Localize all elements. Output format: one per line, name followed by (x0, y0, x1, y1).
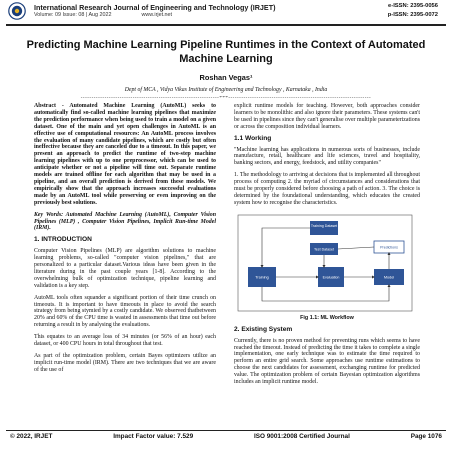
working-heading: 1.1 Working (234, 134, 272, 142)
svg-text:Test Dataset: Test Dataset (314, 247, 334, 252)
section-separator: ----------------------------------------------------------------***------------------------------------------------------------------ (80, 96, 372, 101)
model-node (374, 269, 404, 285)
working-paragraph-1: "Machine learning has applications in numerous sorts of businesses, include manufacture, retail, healthcare and life sciences, travel and hospitality, banking sectors, and energy, feedstock, and utility companies" (234, 146, 420, 167)
right-paragraph-1: explicit runtime models for teaching. However, both approaches consider learners to be monolithic and also ignore their parameters. These systems can't be used in pipelines since they can't generalise over multiple parameterizations or across the composition individual learners. (234, 103, 420, 130)
e-issn: e-ISSN: 2395-0056 (388, 3, 438, 9)
journal-name: International Research Journal of Engineering and Technology (IRJET) (34, 3, 276, 12)
keywords-label: Key Words (34, 211, 62, 218)
iso-certification: ISO 9001:2008 Certified Journal (253, 433, 350, 440)
intro-paragraph-3: This equates to an average loss of 34 minutes (or 56% of an hour) each dataset, or 400 CPU hours in total throughout that test. (34, 334, 216, 348)
working-paragraph-2: 1. The methodology to arriving at decisions that is implemented all throughout process of computing 2. the myriad of circumstances and considerations that must be properly considered before choosing a path of action. 3. The choice is determined by the foundational understanding, which educates the created system how to recognise the characteristics. (234, 172, 420, 206)
paper-author: Roshan Vegas¹ (199, 73, 253, 82)
journal-website: www.irjet.net (141, 12, 173, 18)
training-node (248, 267, 276, 287)
test-dataset-node (310, 243, 338, 255)
journal-volume: Volume: 09 Issue: 08 | Aug 2022 www.irjet.net (34, 12, 173, 18)
ml-workflow-diagram (234, 213, 416, 313)
abstract (34, 103, 216, 207)
predictions-node (374, 241, 404, 253)
p-issn: p-ISSN: 2395-0072 (387, 12, 438, 18)
svg-text:Predictions: Predictions (380, 245, 398, 250)
impact-factor: Impact Factor value: 7.529 (113, 433, 194, 440)
svg-text:Training Dataset: Training Dataset (310, 223, 338, 228)
keywords-text: : Automated Machine Learning (AutoML), Computer Vision Pipelines (MLP) , Computer Vision Pipelines, Implicit Run-time Model (IRM). (34, 211, 217, 232)
copyright: © 2022, IRJET (10, 433, 53, 440)
paper-title: Predicting Machine Learning Pipeline Runtimes in the Context of Automated Machine Learning (26, 39, 426, 65)
svg-text:Training: Training (255, 275, 269, 280)
intro-paragraph-4: As part of the optimization problem, certain Bayes optimizers utilize an implicit run-time model (IRM). There are two techniques that we are aware of the use of (34, 353, 216, 373)
footer-divider (6, 430, 446, 431)
abstract-text: - Automated Machine Learning (AutoML) seeks to automatically find so-called machine learning pipelines that maximize the prediction performance when being used to train a model on a given dataset. One of the main and yet open challenges in AutoML is an effective use of computational resources: An AutoML process involves the evaluation of many candidate pipelines, which are costly but often ineffective because they are canceled due to a timeout. In this paper, we present an approach to predict the runtime of two-step machine learning pipelines with up to one preprocessor, which can be used to anticipate whether or not a pipeline will time out. Separate runtime models are trained offline for each algorithm that may be used in a pipeline, and an overall prediction is derived from these models. We empirically show that the approach increases successful evaluations made by an AutoML tool while preserving or even improving on the previously best solutions. (34, 103, 216, 206)
abstract-label: Abstract (34, 103, 56, 109)
right-column (234, 103, 420, 391)
ml-workflow-figure (234, 213, 416, 313)
introduction-heading: 1. INTRODUCTION (34, 236, 92, 244)
author-affiliation: Dept of MCA , Vidya Vikas Institute of Engineering and Technology , Karnataka , India (124, 87, 328, 93)
svg-text:Evaluation: Evaluation (322, 275, 340, 280)
header-divider (6, 24, 446, 26)
journal-header (0, 0, 452, 24)
training-dataset-node (310, 221, 338, 235)
existing-system-paragraph: Currently, there is no proven method for preventing runs which seems to have reached the timeout. Instead of predicting the time it takes to complete a single implementation, one early technique was to estimate the time required to perform an entire grid search. Some approaches use runtime estimations to choose the next candidates for assessment, exchanging runtime for predicted value. The optimization problem of certain Bayesian optimization algorithms includes an implicit runtime model. (234, 337, 420, 386)
evaluation-node (318, 267, 344, 287)
svg-text:Model: Model (383, 275, 395, 280)
intro-paragraph-1: Computer Vision Pipelines (MLP) are algorithm solutions to machine learning problems, so-called "computer vision pipelines," that are personalized to a particular dataset.Various ideas have been given in the literature during in the past couple years [1-8]. According to the overwhelming bulk of optimization technique, pipeline learning and validation is a key step. (34, 248, 216, 289)
irjet-logo (8, 2, 26, 20)
figure-caption: Fig 1.1: ML Workflow (300, 314, 354, 321)
page-number: Page 1076 (410, 433, 442, 440)
journal-footer (10, 433, 442, 440)
intro-paragraph-2: AutoML tools often squander a significant portion of their time crunch on timeouts. It is important to have timeouts in place to avoid the search strategy from being stymied by a costly candidate. We observed thatbetween 20% and 60% of the CPU time is wasted in assessments that time out before returning a result in by analysing the evaluations. (34, 294, 216, 329)
keywords (34, 212, 216, 233)
left-column (34, 103, 216, 379)
existing-system-heading: 2. Existing System (234, 325, 293, 333)
